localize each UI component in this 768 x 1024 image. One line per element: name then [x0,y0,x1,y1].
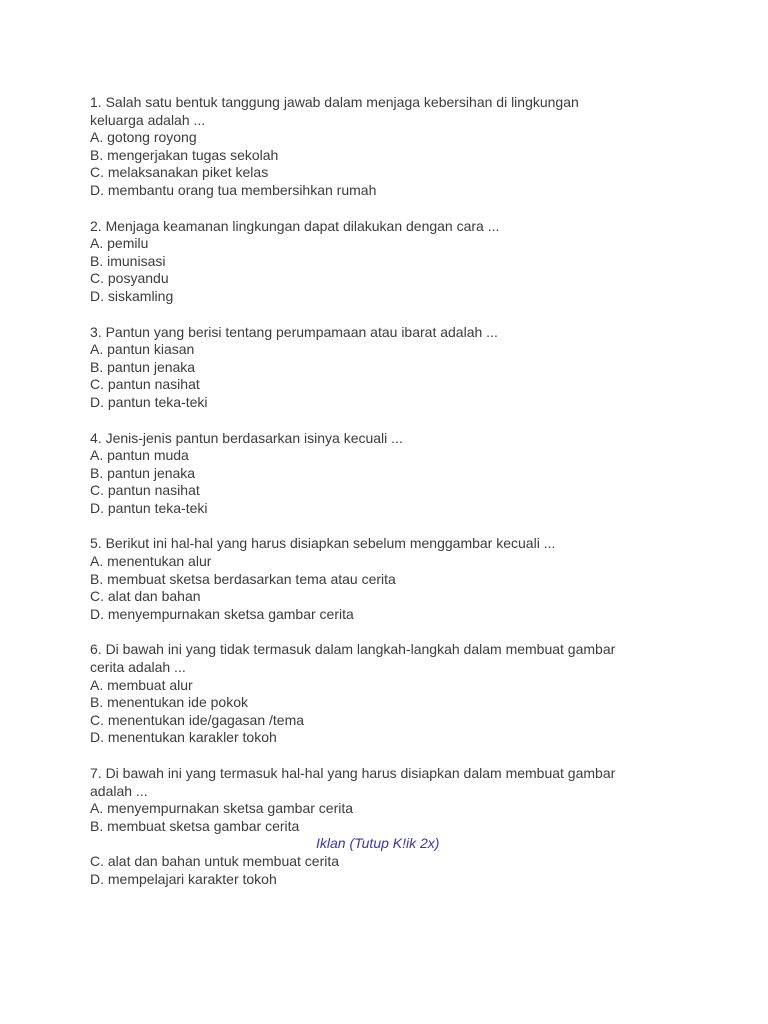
option-b: B. imunisasi [90,252,166,269]
question-text: 4. Jenis-jenis pantun berdasarkan isinya kecuali ... [90,429,403,446]
option-b: B. menentukan ide pokok [90,694,248,711]
question-7 [90,765,690,888]
option-b: B. membuat sketsa berdasarkan tema atau cerita [90,570,396,587]
question-1 [90,94,690,200]
ad-close-link[interactable]: Iklan (Tutup K!ik 2x) [316,835,440,852]
option-c: C. alat dan bahan [90,588,201,605]
option-a: A. menyempurnakan sketsa gambar cerita [90,800,354,817]
option-c: C. pantun nasihat [90,376,200,393]
option-d: D. menentukan karakler tokoh [90,729,277,746]
question-3 [90,324,690,412]
question-text: keluarga adalah ... [90,111,206,128]
option-a: A. gotong royong [90,129,197,146]
option-a: A. membuat alur [90,676,193,693]
question-text: 1. Salah satu bentuk tanggung jawab dalam menjaga kebersihan di lingkungan [90,94,579,110]
option-c: C. posyandu [90,270,169,287]
question-text: 2. Menjaga keamanan lingkungan dapat dilakukan dengan cara ... [90,217,500,234]
question-5 [90,535,690,623]
option-b: B. pantun jenaka [90,464,196,481]
question-text: adalah ... [90,782,148,799]
option-c: C. alat dan bahan untuk membuat cerita [90,852,340,869]
option-c: C. menentukan ide/gagasan /tema [90,711,305,728]
option-d: D. pantun teka-teki [90,499,208,516]
question-text: 3. Pantun yang berisi tentang perumpamaan atau ibarat adalah ... [90,323,498,340]
question-6 [90,641,690,747]
option-b: B. mengerjakan tugas sekolah [90,146,279,163]
option-d: D. membantu orang tua membersihkan rumah [90,181,377,198]
question-4 [90,430,690,518]
option-c: C. pantun nasihat [90,482,200,499]
question-text: cerita adalah ... [90,659,186,676]
option-d: D. mempelajari karakter tokoh [90,870,277,887]
question-text: 6. Di bawah ini yang tidak termasuk dalam langkah-langkah dalam membuat gambar [90,641,616,658]
question-2 [90,218,690,306]
option-d: D. pantun teka-teki [90,393,208,410]
option-a: A. pantun muda [90,447,189,464]
question-text: 7. Di bawah ini yang termasuk hal-hal yang harus disiapkan dalam membuat gambar [90,765,616,781]
question-text: 5. Berikut ini hal-hal yang harus disiapkan sebelum menggambar kecuali ... [90,535,556,552]
option-a: A. menentukan alur [90,553,212,570]
option-d: D. siskamling [90,287,174,304]
option-a: A. pantun kiasan [90,341,195,358]
question-list [90,94,690,906]
option-c: C. melaksanakan piket kelas [90,164,269,181]
option-b: B. pantun jenaka [90,358,196,375]
option-a: A. pemilu [90,235,149,252]
option-b: B. membuat sketsa gambar cerita [90,817,300,834]
option-d: D. menyempurnakan sketsa gambar cerita [90,605,354,622]
